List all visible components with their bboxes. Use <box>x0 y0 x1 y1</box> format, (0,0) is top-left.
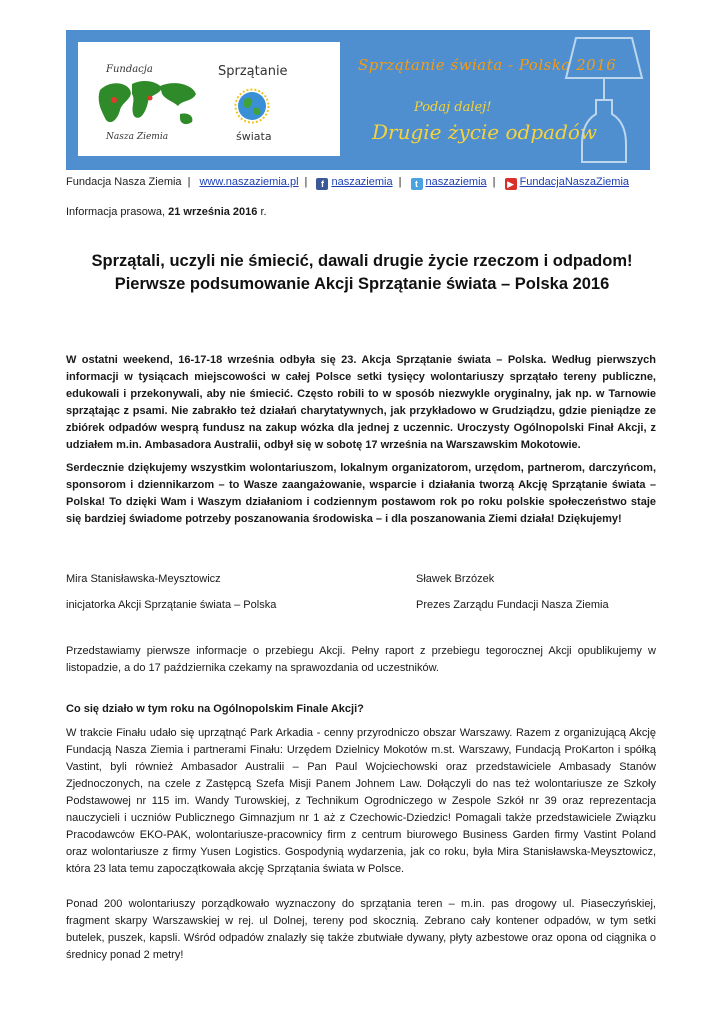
lead-paragraph-2: Serdecznie dziękujemy wszystkim wolontariuszom, lokalnym organizatorom, urzędom, partnerom, darczyńcom, sponsorom i dziennikarzom – to Wasze zaangażowanie, wsparcie i działania tworzą Akcję Sprzątanie świata – Polska! To dzięki Wam i Waszym działaniom i codziennym postawom rok po roku polskie społeczeństwo staje się bardziej świadome potrzeby poszanowania środowiska – i dla poszanowania Ziemi działa! Dziękujemy! <box>66 462 656 525</box>
sprzatanie-logo-top: Sprzątanie <box>218 64 288 79</box>
twitter-icon[interactable]: t <box>411 178 423 190</box>
world-map-logo-icon <box>92 76 202 132</box>
youtube-icon[interactable]: ▶ <box>505 178 517 190</box>
lamp-bottle-icon <box>562 34 646 166</box>
article-title <box>66 250 658 296</box>
org-name: Fundacja Nasza Ziemia <box>66 176 182 188</box>
press-date: 21 września 2016 <box>168 206 258 218</box>
twitter-link[interactable]: naszaziemia <box>425 176 487 188</box>
facebook-link[interactable]: naszaziemia <box>331 176 393 188</box>
banner-headline: Sprzątanie świata - Polska 2016 <box>358 56 617 74</box>
globe-logo-icon <box>234 88 270 124</box>
body-paragraph-4: Ponad 200 wolontariuszy porządkowało wyznaczony do sprzątania teren – m.in. pas drogowy ul. Piaseczyńskiej, fragment skarpy Warszawskiej w rej. ul Dolnej, tereny pod skocznią. Zebrano cały kontener odpadów, w tym setki butelek, puszek, kapsli. Wśród odpadów znalazły się także zbutwiałe dywany, płyty azbestowe oraz opona od ciągnika o średnicy ponad 2 metry! <box>66 898 656 961</box>
header-banner <box>66 30 650 170</box>
sprzatanie-logo-bottom: świata <box>236 130 272 143</box>
nasza-ziemia-logo-top: Fundacja <box>106 64 153 75</box>
banner-tagline-small: Podaj dalej! <box>414 100 492 115</box>
banner-tagline-large: Drugie życie odpadów <box>372 120 598 144</box>
signature-left-role: inicjatorka Akcji Sprzątanie świata – Polska <box>66 599 277 611</box>
body-paragraph-3: W trakcie Finału udało się uprzątnąć Park Arkadia - cenny przyrodniczo obszar Warszawy. Razem z organizującą Akcję Fundacją Nasza Ziemia i partnerami Finału: Urzędem Dzielnicy Mokotów m.st. Warszawy, Fundacją ProKarton i spółką Vastint, byli również Ambasador Australii – Pan Paul Wojciechowski oraz przedstawiciele Ambasady Stanów Zjednoczonych, na czele z Zastępcą Szefa Misji Panem Johnem Law. Dołączyli do nas też wolontariusze ze Szkoły Podstawowej nr 115 im. Wandy Turowskiej, z Technikum Ogrodniczego w Zespole Szkół nr 39 oraz reprezentacja nauczycieli i uczniów Publicznego Gimnazjum nr 1 aż z Czechowic-Dziedzic! Pomagali także przedstawiciele Związku Pracodawców EKO-PAK, wolontariusze-pracownicy firm z centrum biurowego Business Garden firmy Vastint Poland oraz wolontariusze z firmy Yusen Logistics. Gospodynią wydarzenia, jak co roku, była Mira Stanisławska-Meysztowicz, która 23 lata temu zapoczątkowała akcję Sprzątania świata w Polsce. <box>66 727 656 875</box>
section-question: Co się działo w tym roku na Ogólnopolskim Finale Akcji? <box>66 703 364 715</box>
title-line-1: Sprzątali, uczyli nie śmiecić, dawali drugie życie rzeczom i odpadom! <box>91 252 633 270</box>
youtube-link[interactable]: FundacjaNaszaZiemia <box>519 176 630 188</box>
logos-panel <box>78 42 340 156</box>
title-line-2: Pierwsze podsumowanie Akcji Sprzątanie świata – Polska 2016 <box>114 275 610 293</box>
press-info: Informacja prasowa, 21 września 2016 r. <box>66 206 267 218</box>
lead-paragraph-1: W ostatni weekend, 16-17-18 września odbyła się 23. Akcja Sprzątanie świata – Polska. Według pierwszych informacji w tysiącach miejscowości w całej Polsce setki tysięcy wolontariuszy sprzątało tereny publiczne, edukowali i przekonywali, aby nie śmiecić. Często robili to w sposób niezwykle oryginalny, jak np. w Tarnowie sprzątając z psami. Nie zabrakło też działań charytatywnych, jak przykładowo w Grudziądzu, gdzie pieniądze ze zbiórek odpadów wesprą fundusz na zakup wózka dla jednej z uczennic. Uroczysty Ogólnopolski Finał Akcji, z udziałem m.in. Ambasadora Australii, odbył się w sobotę 17 września na Warszawskim Mokotowie. <box>66 354 656 451</box>
signature-right-name: Sławek Brzózek <box>416 573 495 585</box>
signature-left-name: Mira Stanisławska-Meysztowicz <box>66 573 221 585</box>
facebook-icon[interactable]: f <box>316 178 328 190</box>
nasza-ziemia-logo-bottom: Nasza Ziemia <box>106 132 169 142</box>
contact-bar: Fundacja Nasza Ziemia | www.naszaziemia.pl | f naszaziemia | t naszaziemia | ▶ FundacjaNaszaZiemia <box>66 176 630 189</box>
website-link[interactable]: www.naszaziemia.pl <box>199 176 299 188</box>
signature-right-role: Prezes Zarządu Fundacji Nasza Ziemia <box>416 599 609 611</box>
intro-paragraph: Przedstawiamy pierwsze informacje o przebiegu Akcji. Pełny raport z przebiegu tegorocznej Akcji opublikujemy w listopadzie, a do 17 października czekamy na sprawozdania od uczestników. <box>66 645 656 674</box>
